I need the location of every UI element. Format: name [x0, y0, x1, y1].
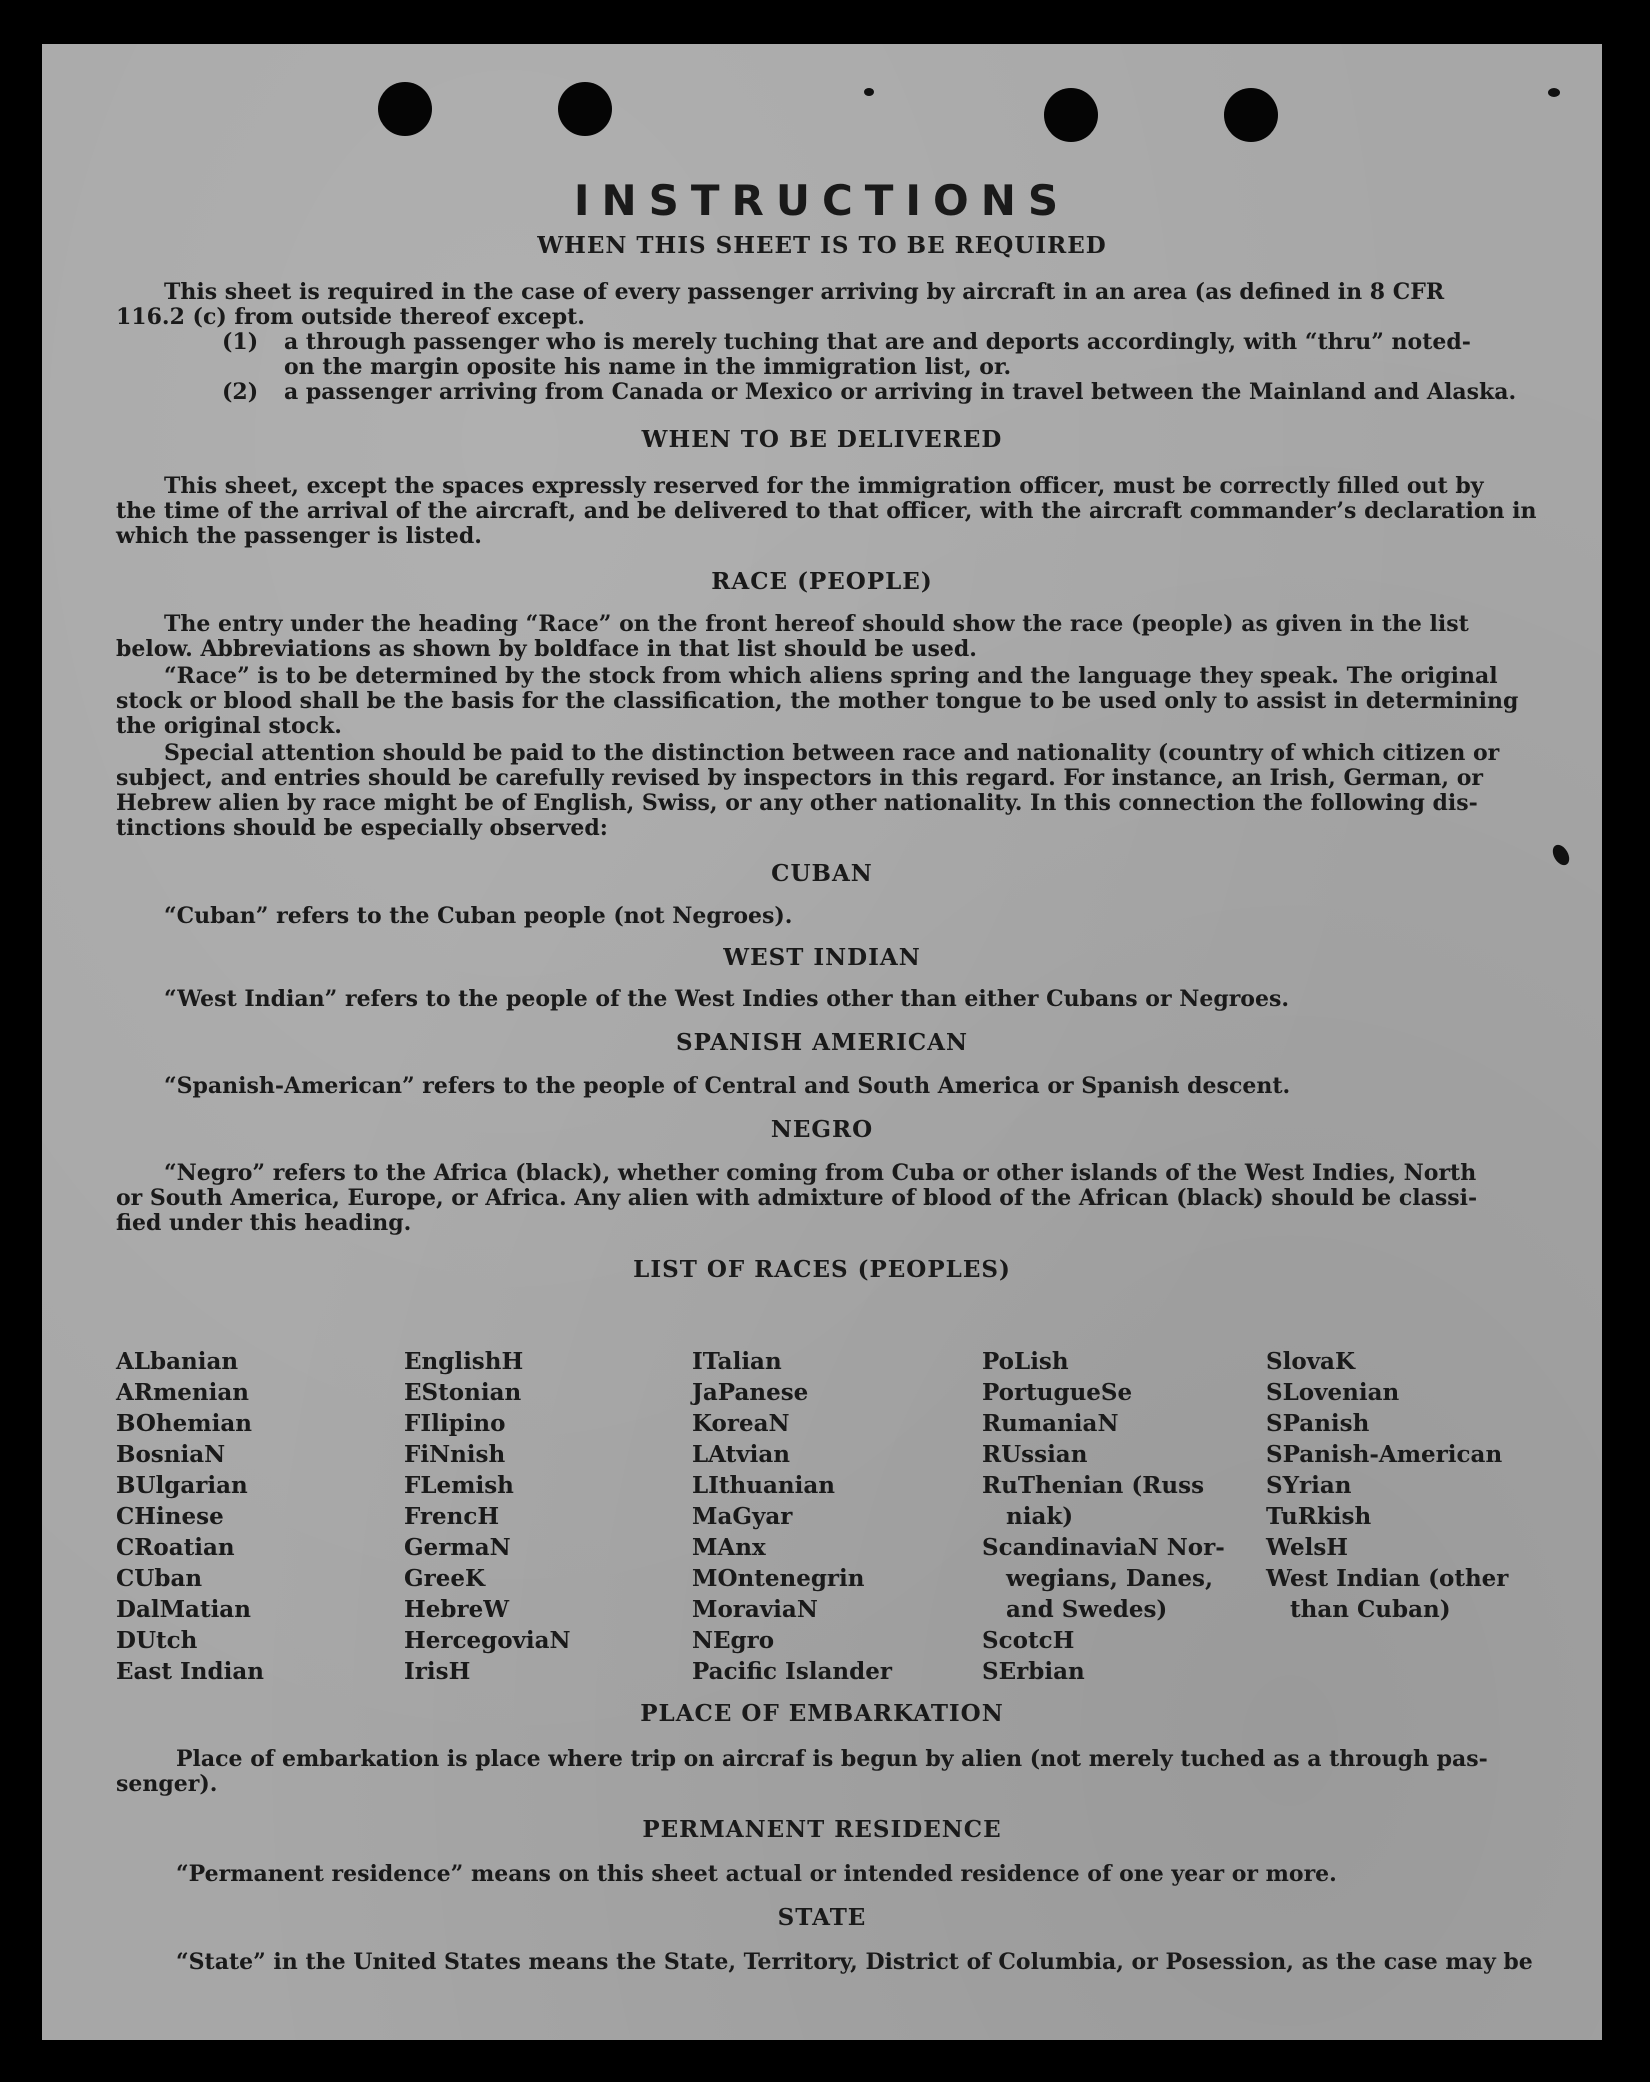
race-item: RumaniaN: [982, 1410, 1119, 1437]
list-item-2: [222, 380, 1516, 405]
paragraph-line: stock or blood shall be the basis for the classification, the mother tongue to be used only to assist in determining: [116, 688, 1519, 714]
list-item-1: [222, 330, 1471, 355]
section-heading-list-of-races: LIST OF RACES (PEOPLES): [633, 1256, 1011, 1283]
list-item-number: (2): [222, 379, 259, 405]
punch-hole: [558, 82, 612, 136]
paragraph-line: “Spanish-American” refers to the people of Central and South America or Spanish descent.: [164, 1073, 1291, 1099]
paragraph-line: “West Indian” refers to the people of the West Indies other than either Cubans or Negroes.: [164, 986, 1290, 1012]
section-heading-negro: NEGRO: [770, 1116, 874, 1143]
paragraph-line: 116.2 (c) from outside thereof except.: [116, 304, 585, 330]
race-item: ScandinaviaN Nor-: [982, 1534, 1225, 1561]
race-column: [116, 1346, 264, 1687]
paragraph-line: or South America, Europe, or Africa. Any alien with admixture of blood of the African (black) should be classi-: [116, 1185, 1478, 1211]
race-item: BUlgarian: [116, 1472, 248, 1499]
race-item-continued: niak): [1006, 1503, 1074, 1530]
race-item: Pacific Islander: [692, 1658, 892, 1685]
punch-hole: [1224, 88, 1278, 142]
race-item: FiNnish: [404, 1441, 506, 1468]
section-heading-cuban: CUBAN: [771, 860, 873, 887]
race-item: CHinese: [116, 1503, 224, 1530]
race-item: MoraviaN: [692, 1596, 818, 1623]
race-item: BOhemian: [116, 1410, 252, 1437]
paragraph-line: “State” in the United States means the State, Territory, District of Columbia, or Posession, as the case may be: [176, 1949, 1533, 1975]
race-item: DUtch: [116, 1627, 198, 1654]
race-item: FLemish: [404, 1472, 514, 1499]
paragraph-line: tinctions should be especially observed:: [116, 815, 608, 841]
race-item: EnglishH: [404, 1348, 524, 1375]
paragraph-line: below. Abbreviations as shown by boldface in that list should be used.: [116, 636, 977, 662]
race-item: EStonian: [404, 1379, 522, 1406]
document-page: [42, 44, 1602, 2040]
race-item: ALbanian: [116, 1348, 239, 1375]
race-item: HebreW: [404, 1596, 510, 1623]
race-item: PortugueSe: [982, 1379, 1133, 1406]
race-item: CUban: [116, 1565, 203, 1592]
race-item: SLovenian: [1266, 1379, 1400, 1406]
race-item: TuRkish: [1266, 1503, 1372, 1530]
paragraph-line: “Cuban” refers to the Cuban people (not Negroes).: [164, 903, 793, 929]
race-item: MAnx: [692, 1534, 766, 1561]
race-item: RuThenian (Russ: [982, 1472, 1205, 1499]
section-heading-when-required: WHEN THIS SHEET IS TO BE REQUIRED: [537, 232, 1107, 259]
punch-hole: [378, 82, 432, 136]
list-item-number: (1): [222, 329, 259, 355]
race-item: NEgro: [692, 1627, 775, 1654]
race-column: [404, 1346, 571, 1687]
section-heading-when-delivered: WHEN TO BE DELIVERED: [641, 426, 1003, 453]
page-title: INSTRUCTIONS: [573, 176, 1071, 225]
paragraph-line: This sheet, except the spaces expressly reserved for the immigration officer, must be correctly filled out by: [164, 473, 1484, 499]
race-item: MaGyar: [692, 1503, 793, 1530]
race-item: SErbian: [982, 1658, 1085, 1685]
race-item: WelsH: [1266, 1534, 1349, 1561]
race-item: FIlipino: [404, 1410, 506, 1437]
section-heading-embarkation: PLACE OF EMBARKATION: [640, 1700, 1004, 1727]
race-item: West Indian (other: [1266, 1565, 1509, 1592]
list-item-text: a passenger arriving from Canada or Mexico or arriving in travel between the Mainland and Alaska.: [284, 379, 1517, 405]
paragraph-line: Special attention should be paid to the distinction between race and nationality (country of which citizen or: [164, 740, 1500, 766]
race-item: CRoatian: [116, 1534, 235, 1561]
race-column: [982, 1346, 1225, 1687]
section-heading-west-indian: WEST INDIAN: [723, 944, 921, 971]
race-item: GermaN: [404, 1534, 511, 1561]
race-item: JaPanese: [692, 1379, 809, 1406]
race-item: ScotcH: [982, 1627, 1075, 1654]
race-item: FrencH: [404, 1503, 500, 1530]
race-item-continued: than Cuban): [1290, 1596, 1451, 1623]
section-heading-spanish-american: SPANISH AMERICAN: [675, 1029, 969, 1056]
paragraph-line: senger).: [116, 1771, 218, 1797]
paragraph-line: fied under this heading.: [116, 1210, 412, 1236]
punch-hole: [1044, 88, 1098, 142]
paragraph-line: the time of the arrival of the aircraft, and be delivered to that officer, with the aircraft commander’s declaration in: [116, 498, 1537, 524]
paragraph-line: subject, and entries should be carefully revised by inspectors in this regard. For instance, an Irish, German, or: [116, 765, 1483, 791]
race-item: LAtvian: [692, 1441, 790, 1468]
section-heading-state: STATE: [777, 1904, 867, 1931]
paragraph-line: The entry under the heading “Race” on the front hereof should show the race (people) as given in the list: [164, 611, 1469, 637]
race-item: East Indian: [116, 1658, 264, 1685]
race-item: KoreaN: [692, 1410, 790, 1437]
paragraph-line: “Negro” refers to the Africa (black), whether coming from Cuba or other islands of the West Indies, North: [164, 1160, 1477, 1186]
list-item-text: a through passenger who is merely tuching that are and deports accordingly, with “thru” noted-: [284, 329, 1471, 355]
section-heading-permanent-residence: PERMANENT RESIDENCE: [642, 1816, 1002, 1843]
race-item: MOntenegrin: [692, 1565, 865, 1592]
list-item-1-continued: on the margin oposite his name in the immigration list, or.: [284, 354, 1012, 380]
race-item: DalMatian: [116, 1596, 251, 1623]
race-item: PoLish: [982, 1348, 1069, 1375]
race-item: SPanish-American: [1266, 1441, 1503, 1468]
race-column: [1266, 1346, 1508, 1625]
race-item-continued: wegians, Danes,: [1006, 1565, 1213, 1592]
paragraph-line: Hebrew alien by race might be of English, Swiss, or any other nationality. In this connection the following dis-: [116, 790, 1478, 816]
race-item: ARmenian: [116, 1379, 250, 1406]
race-item: SlovaK: [1266, 1348, 1355, 1375]
race-item: BosniaN: [116, 1441, 226, 1468]
race-item: IrisH: [404, 1658, 471, 1685]
race-item-continued: and Swedes): [1006, 1596, 1168, 1623]
paragraph-line: Place of embarkation is place where trip on aircraf is begun by alien (not merely tuched as a through pas-: [176, 1746, 1488, 1772]
race-item: SPanish: [1266, 1410, 1370, 1437]
race-item: GreeK: [404, 1565, 486, 1592]
section-heading-race: RACE (PEOPLE): [711, 568, 933, 595]
paragraph-line: “Permanent residence” means on this sheet actual or intended residence of one year or more.: [176, 1861, 1337, 1887]
paragraph-line: the original stock.: [116, 713, 342, 739]
race-column: [692, 1346, 892, 1687]
race-item: HercegoviaN: [404, 1627, 571, 1654]
race-item: LIthuanian: [692, 1472, 835, 1499]
race-item: SYrian: [1266, 1472, 1352, 1499]
paragraph-line: This sheet is required in the case of every passenger arriving by aircraft in an area (as defined in 8 CFR: [164, 279, 1445, 305]
paragraph-line: which the passenger is listed.: [116, 523, 482, 549]
ink-speck: [864, 88, 874, 96]
race-item: ITalian: [692, 1348, 782, 1375]
ink-speck: [1548, 88, 1560, 97]
race-item: RUssian: [982, 1441, 1088, 1468]
paragraph-line: “Race” is to be determined by the stock from which aliens spring and the language they speak. The original: [164, 663, 1498, 689]
